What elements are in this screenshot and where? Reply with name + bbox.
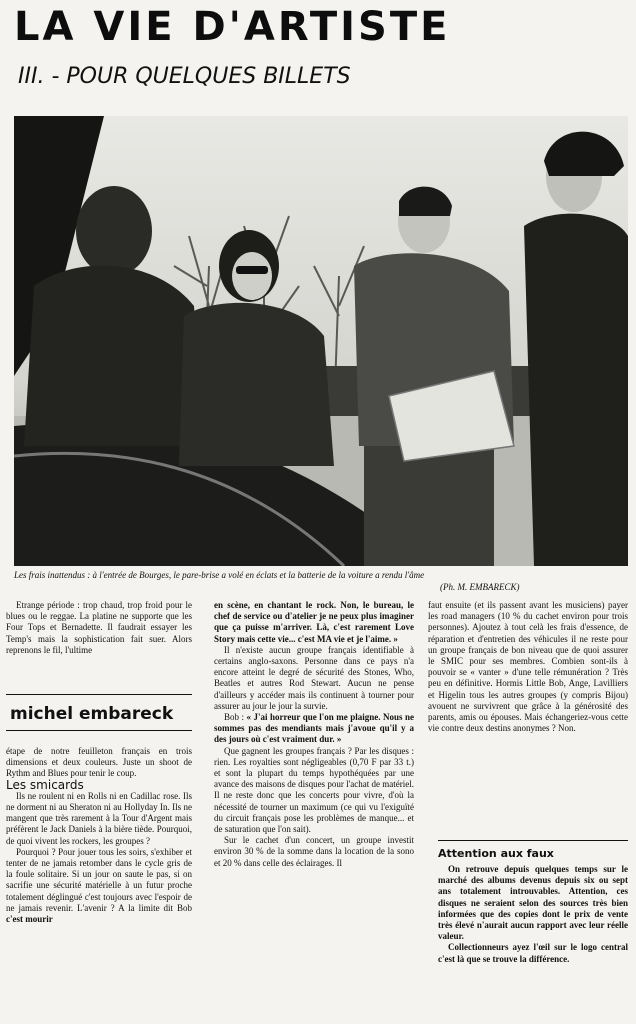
section-title: Les smicards	[6, 777, 84, 792]
paragraph	[214, 600, 414, 645]
paragraph: Etrange période : trop chaud, trop froid pour le blues ou le reggae. La platine ne supporte que les Four Tops et Bernadette. Il faudrait essayer les Temp's mais la sophistication fait suer. Alors reprenons le fil, l'ultime	[6, 600, 192, 655]
headline: LA VIE D'ARTISTE	[14, 4, 451, 50]
divider	[6, 694, 192, 695]
sidebar-box	[438, 840, 628, 965]
paragraph: Que gagnent les groupes français ? Par les disques : rien. Les royalties sont négligeables (0,70 F par 33 t.) et sont la plupart du temps hypothéquées par une avance des maisons de disques pour l'achat de matériel. Il ne reste donc que les concerts pour vivre, d'où la nécessité de tourner un maximum (ce qui vu l'exiguïté du circuit français pose les problèmes de manque... et de saturation que l'on sait).	[214, 745, 414, 835]
speaker: Bob :	[224, 712, 245, 723]
column-1-top	[6, 600, 192, 656]
quote-bold: c'est mourir	[6, 914, 53, 925]
subheadline: III. - POUR QUELQUES BILLETS	[18, 64, 351, 89]
paragraph: Il n'existe aucun groupe français identifiable à certains anglo-saxons. Personne dans ce pays n'a encore atteint le degré de sécurité des Stones, Who, Beatles et autres Rod Stewart. Aucun ne pense d'ailleurs y accéder mais ils continuent à tourner pour assurer au jour le jour la survie.	[214, 644, 414, 711]
quote-bold: « J'ai horreur que l'on me plaigne. Nous ne sommes pas des mendiants mais j'avoue qu'il y a des jours où c'est vraiment dur. »	[214, 712, 415, 745]
paragraph	[214, 712, 414, 746]
paragraph: Ils ne roulent ni en Rolls ni en Cadillac rose. Ils ne dorment ni au Sheraton ni au Hollyday In. Ils ne mangent que très rarement à la Tour d'Argent mais préfèrent le Jack Daniels à la bière tiède. Pourquoi, de quoi vivent les rockers, les groupes ?	[6, 790, 192, 846]
news-photo	[14, 116, 628, 566]
photo-caption: Les frais inattendus : à l'entrée de Bourges, le pare-brise a volé en éclats et la batterie de la voiture a rendu l'âme	[14, 570, 425, 580]
column-2	[214, 600, 414, 869]
author-byline: michel embareck	[10, 704, 174, 724]
column-1-bottom	[6, 746, 192, 925]
paragraph: On retrouve depuis quelques temps sur le marché des albums devenus depuis six ou sept ans totalement introuvables. Attention, ces disques ne seraient selon des sources très bien informées que des copies dont le prix de vente très élevé n'aurait aucun rapport avec leur réelle valeur.	[438, 864, 628, 942]
paragraph: Collectionneurs ayez l'œil sur le logo central c'est là que se trouve la différence.	[438, 942, 628, 964]
paragraph: étape de notre feuilleton français en trois dimensions et deux couleurs. Juste un shoot de Rythm and Blues pour tenir le coup.	[6, 746, 192, 779]
paragraph	[6, 847, 192, 925]
paragraph: Sur le cachet d'un concert, un groupe investit environ 30 % de la somme dans la location de la sono et 20 % dans celle des éclairages. Il	[214, 835, 414, 868]
quote-bold: en scène, en chantant le rock. Non, le bureau, le chef de service ou d'atelier je ne peux plus imaginer que ça puisse m'arriver. Là, c'est rarement Love Story mais cette vie... c'est MA vie et je l'aime. »	[214, 600, 414, 644]
column-3	[428, 600, 628, 734]
photo-credit: (Ph. M. EMBARECK)	[440, 582, 520, 592]
paragraph: faut ensuite (et ils passent avant les musiciens) payer les road managers (10 % du cachet environ pour trois personnes). Ajoutez à tout celà les frais d'essence, de réparation et d'entretien des véhicules il ne reste pour un groupe français de bon niveau que de quoi assurer le SMIC pour ses membres. Combien sont-ils à pouvoir se « vanter » d'une telle rémunération ? Très peu en définitive. Hormis Little Bob, Ange, Lavilliers et Higelin tous les autres groupes (y compris Bijou) avouent ne survivrent que grâce à la générosité des parents, amis ou épouses. Mais échangeriez-vous cette vie contre deux destins anonymes ? Non.	[428, 600, 628, 734]
box-title: Attention aux faux	[438, 847, 554, 860]
box-divider	[438, 840, 628, 841]
paragraph-text: Pourquoi ? Pour jouer tous les soirs, s'exhiber et tenter de ne jamais retomber dans le cycle gris de la foule solitaire. Si un jour on saute le pas, si on sacrifie une sécurité matérielle à un futur proche totalement déglingué c'est toujours avec l'espoir de ne jamais revenir. L'avenir ? A la limite dit Bob	[6, 846, 192, 913]
divider	[6, 730, 192, 731]
